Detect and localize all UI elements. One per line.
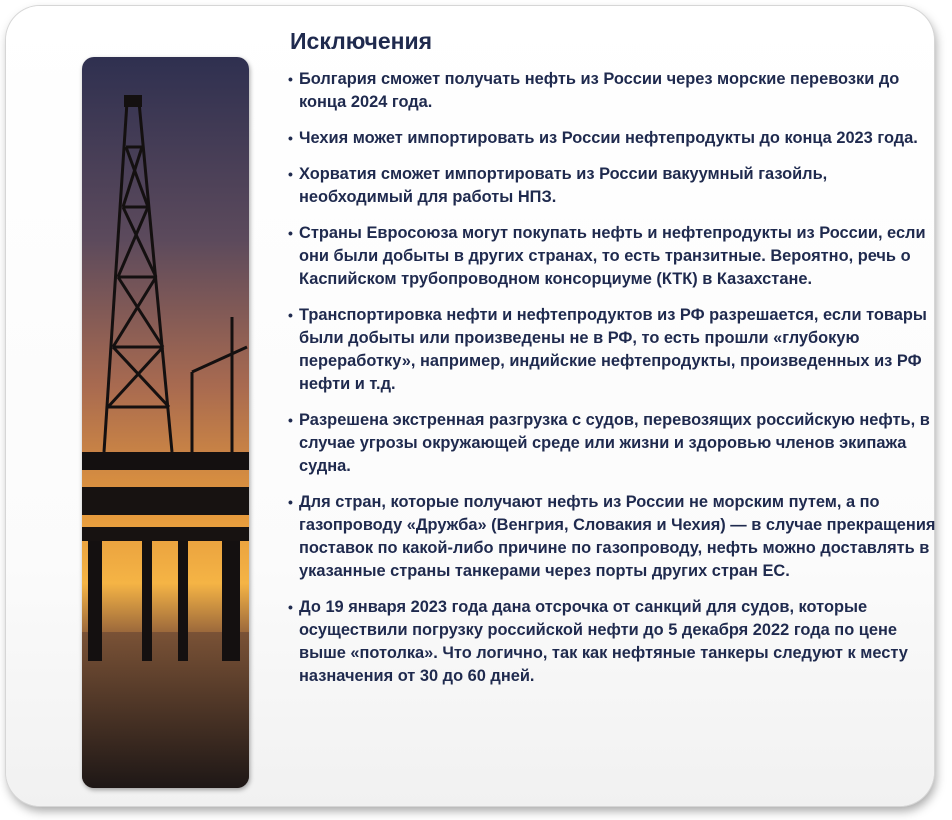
list-item [288,304,938,396]
bullet-icon: • [288,225,293,241]
slide-frame [6,6,934,806]
oil-rig-image [82,57,249,788]
list-item-text: Страны Евросоюза могут покупать нефть и нефтепродукты из России, если они были добыты в других странах, то есть транзитные. Вероятно, речь о Каспийском трубопроводном консорциуме (КТК) в Казахстане. [299,224,926,288]
list-item-text: Транспортировка нефти и нефтепродуктов из РФ разрешается, если товары были добыты или произведены не в РФ, то есть прошли «глубокую переработку», например, индийские нефтепродукты, произведенных из РФ нефти и т.д. [299,306,927,393]
list-item [288,222,938,291]
slide-title: Исключения [290,28,433,54]
bullet-icon: • [288,71,293,87]
list-item-text: Для стран, которые получают нефть из России не морским путем, а по газопроводу «Дружба» (Венгрия, Словакия и Чехия) — в случае прекращения поставок по какой-либо причине по газопроводу, нефть можно доставлять в указанные страны танкерами через порты других стран ЕС. [299,493,936,580]
bullet-icon: • [288,166,293,182]
list-item [288,596,938,688]
bullet-icon: • [288,599,293,615]
bullet-icon: • [288,412,293,428]
list-item [288,68,938,114]
list-item [288,409,938,478]
bullet-icon: • [288,494,293,510]
bullet-icon: • [288,130,293,146]
oil-rig-photo [82,57,249,788]
list-item-text: До 19 января 2023 года дана отсрочка от санкций для судов, которые осуществили погрузку российской нефти до 5 декабря 2022 года по цене выше «потолка». Что логично, так как нефтяные танкеры следуют к месту назначения от 30 до 60 дней. [299,598,908,685]
list-item [288,491,938,583]
list-item [288,163,938,209]
list-item [288,127,938,150]
list-item-text: Болгария сможет получать нефть из России через морские перевозки до конца 2024 года. [299,70,900,111]
bullet-icon: • [288,307,293,323]
list-item-text: Разрешена экстренная разгрузка с судов, перевозящих российскую нефть, в случае угрозы окружающей среде или жизни и здоровью членов экипажа судна. [299,411,930,475]
list-item-text: Чехия может импортировать из России нефтепродукты до конца 2023 года. [299,129,918,147]
content-area [288,26,938,701]
list-item-text: Хорватия сможет импортировать из России вакуумный газойль, необходимый для работы НПЗ. [299,165,828,206]
